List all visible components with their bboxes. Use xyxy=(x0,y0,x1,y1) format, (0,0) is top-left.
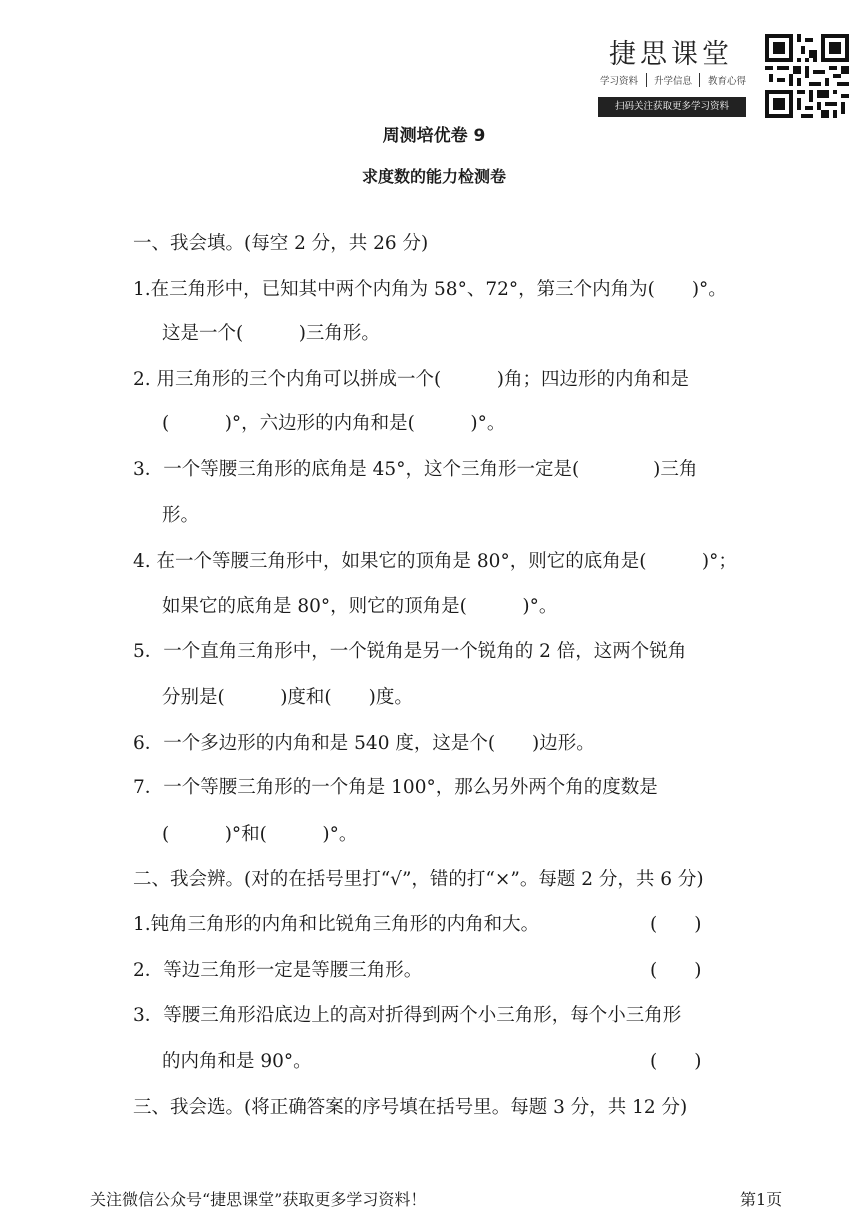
page-title: 周测培优卷 9 xyxy=(382,126,486,146)
brand-banner: 扫码关注获取更多学习资料 xyxy=(598,97,746,117)
question-line: 6．一个多边形的内角和是 540 度，这是个( )边形。 xyxy=(133,733,595,754)
footer-note: 关注微信公众号“捷思课堂”获取更多学习资料！ xyxy=(90,1190,427,1209)
page-subtitle: 求度数的能力检测卷 xyxy=(361,167,506,186)
section-heading-choose: 三、我会选。(将正确答案的序号填在括号里。每题 3 分，共 12 分) xyxy=(133,1097,688,1118)
question-line: 1.在三角形中，已知其中两个内角为 58°、72°，第三个内角为( )°。 xyxy=(133,279,727,300)
brand-tag: 升学信息 xyxy=(653,76,692,87)
question-line: 如果它的底角是 80°，则它的顶角是( )°。 xyxy=(162,596,558,617)
brand-tag: 学习资料 xyxy=(600,76,639,87)
question-line: 5．一个直角三角形中，一个锐角是另一个锐角的 2 倍，这两个锐角 xyxy=(133,641,687,662)
question-line: 这是一个( )三角形。 xyxy=(162,323,380,344)
answer-bracket: ( ) xyxy=(650,914,702,935)
question-line: 4. 在一个等腰三角形中，如果它的顶角是 80°，则它的底角是( )°； xyxy=(133,551,737,572)
question-line: 3．一个等腰三角形的底角是 45°，这个三角形一定是( )三角 xyxy=(133,459,698,480)
qr-code-icon[interactable] xyxy=(765,34,849,118)
question-line: 的内角和是 90°。 xyxy=(162,1051,312,1072)
answer-bracket: ( ) xyxy=(650,960,702,981)
brand-logo-title: 捷思课堂 xyxy=(609,39,733,70)
question-line: ( )°，六边形的内角和是( )°。 xyxy=(162,413,506,434)
brand-tag: 教育心得 xyxy=(707,76,746,87)
section-heading-judge: 二、我会辨。(对的在括号里打“√”，错的打“×”。每题 2 分，共 6 分) xyxy=(133,869,704,890)
question-line: ( )°和( )°。 xyxy=(162,824,358,845)
brand-logo-tags xyxy=(600,73,746,87)
question-line: 1.钝角三角形的内角和比锐角三角形的内角和大。 xyxy=(133,914,540,935)
question-line: 2．等边三角形一定是等腰三角形。 xyxy=(133,960,423,981)
question-line: 2. 用三角形的三个内角可以拼成一个( )角；四边形的内角和是 xyxy=(133,369,689,390)
question-line: 3．等腰三角形沿底边上的高对折得到两个小三角形，每个小三角形 xyxy=(133,1005,682,1026)
question-line: 7．一个等腰三角形的一个角是 100°，那么另外两个角的度数是 xyxy=(133,777,658,798)
section-heading-fill: 一、我会填。(每空 2 分，共 26 分) xyxy=(133,233,429,254)
answer-bracket: ( ) xyxy=(650,1051,702,1072)
question-line: 分别是( )度和( )度。 xyxy=(162,687,413,708)
page-number: 第1页 xyxy=(740,1190,783,1209)
question-line: 形。 xyxy=(162,505,200,526)
